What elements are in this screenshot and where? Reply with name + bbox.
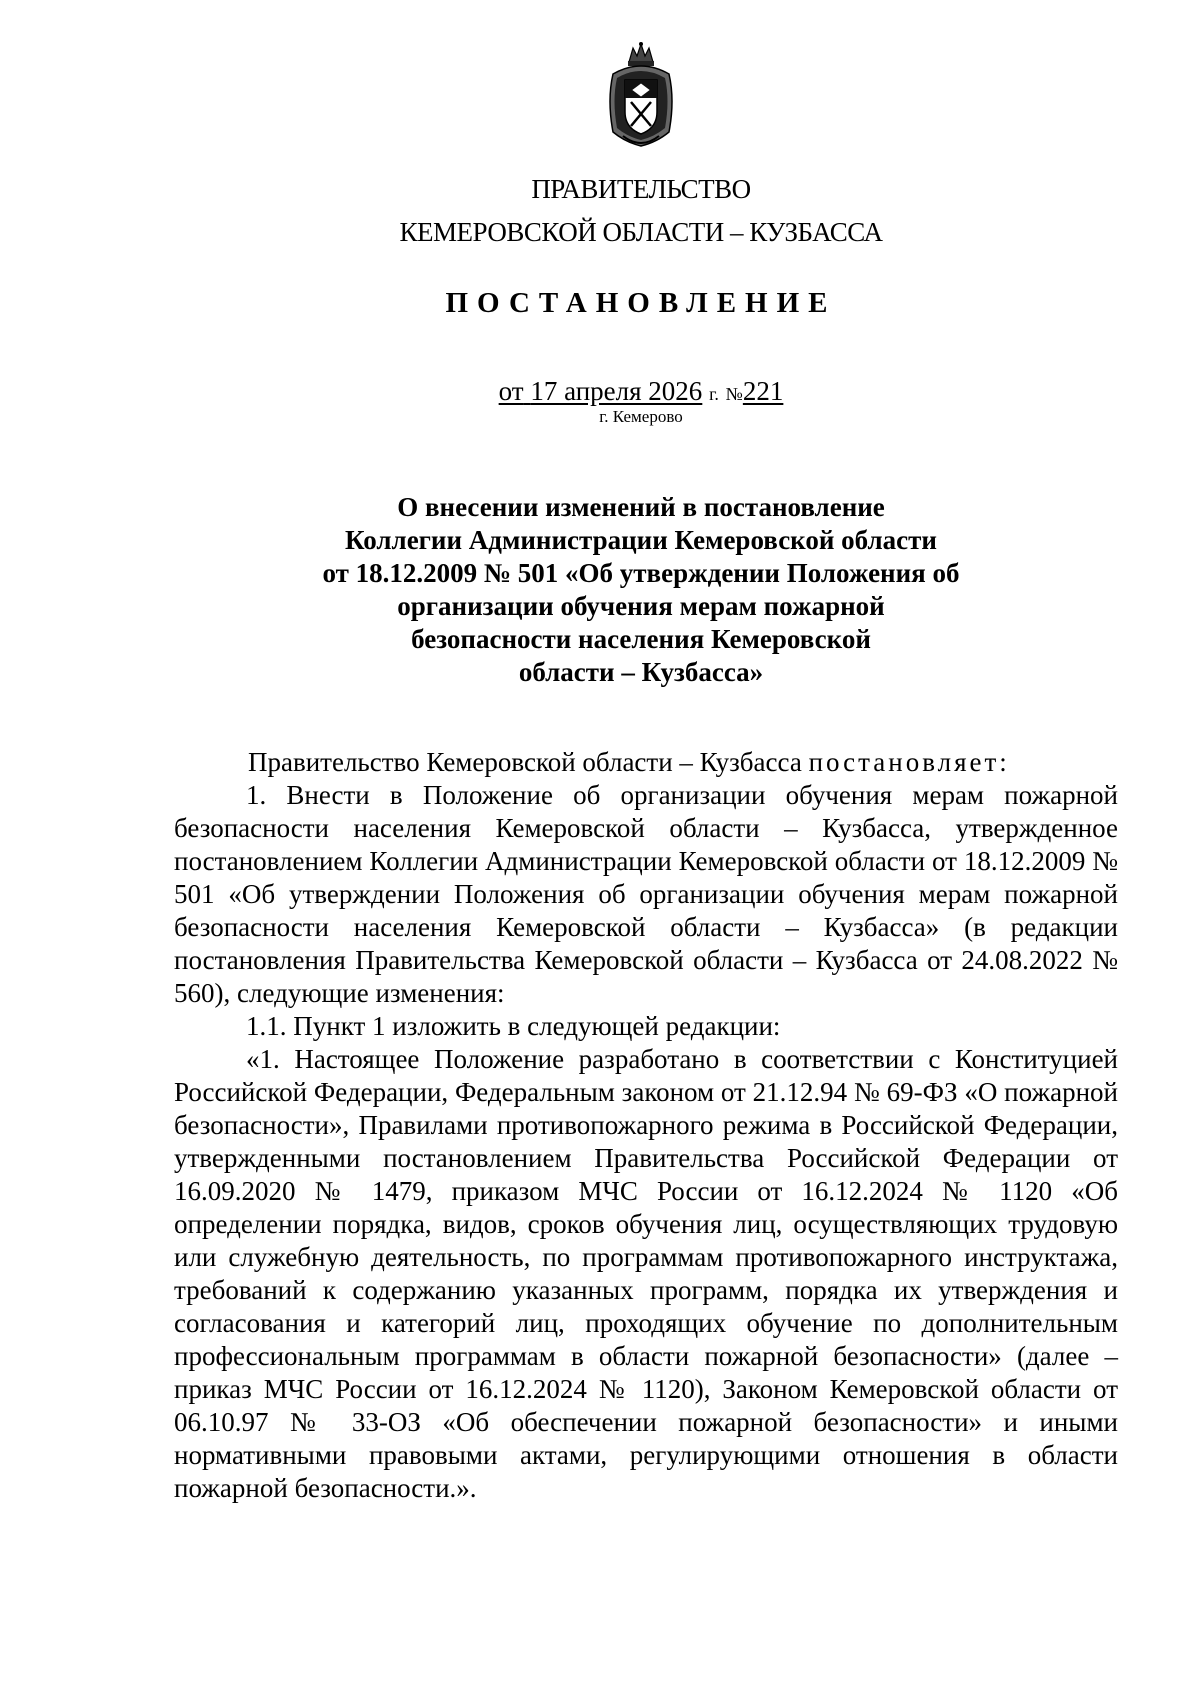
date-value: 17 апреля 2026 [530, 376, 703, 406]
coat-of-arms-icon [603, 40, 679, 152]
number-prefix: № [725, 384, 743, 404]
document-title [290, 491, 992, 689]
body-paragraph: 1. Внести в Положение об организации обучения мерам пожарной безопасности населения Кемеровской области – Кузбасса, утвержденное постановлением Коллегии Администрации Кемеровской области от 18.12.2009 № 501 «Об утверждении Положения об организации обучения мерам пожарной безопасности населения Кемеровской области – Кузбасса» (в редакции постановления Правительства Кемеровской области – Кузбасса от 24.08.2022 № 560), следующие изменения: [174, 780, 1118, 1008]
date-number-line [0, 376, 1200, 407]
title-line: от 18.12.2009 № 501 «Об утверждении Положения об [322, 558, 960, 588]
government-name-line-1: ПРАВИТЕЛЬСТВО [531, 174, 751, 204]
date-prefix: от [498, 376, 524, 406]
date-suffix: г. [709, 384, 719, 404]
government-name-line-2: КЕМЕРОВСКОЙ ОБЛАСТИ – КУЗБАССА [399, 217, 883, 247]
title-line: области – Кузбасса» [518, 657, 764, 687]
title-line: Коллегии Администрации Кемеровской области [345, 525, 937, 555]
title-line: организации обучения мерам пожарной [397, 591, 885, 621]
document-type-heading: ПОСТАНОВЛЕНИЕ [445, 287, 837, 319]
city-line: г. Кемерово [599, 407, 683, 426]
body-paragraph: «1. Настоящее Положение разработано в соответствии с Конституцией Российской Федерации, Федеральным законом от 21.12.94 № 69-ФЗ «О пожарной безопасности», Правилами противопожарного режима в Российской Федерации, утвержденными постановлением Правительства Российской Федерации от 16.09.2020 № 1479, приказом МЧС России от 16.12.2024 № 1120 «Об определении порядка, видов, сроков обучения лиц, осуществляющих трудовую или служебную деятельность, по программам противопожарного инструктажа, требований к содержанию указанных программ, порядка их утверждения и согласования и категорий лиц, проходящих обучение по дополнительным профессиональным программам в области пожарной безопасности» (далее – приказ МЧС России от 16.12.2024 № 1120), Законом Кемеровской области от 06.10.97 № 33-ОЗ «Об обеспечении пожарной безопасности» и иными нормативными правовыми актами, регулирующими отношения в области пожарной безопасности.». [174, 1044, 1118, 1503]
intro-verb: постановляет: [808, 747, 1010, 777]
intro-text: Правительство Кемеровской области – Кузбасса [248, 747, 802, 777]
number-value: 221 [742, 376, 784, 406]
title-line: безопасности населения Кемеровской [411, 624, 871, 654]
body-paragraph: 1.1. Пункт 1 изложить в следующей редакции: [246, 1011, 781, 1041]
intro-paragraph [174, 746, 1118, 779]
document-body [174, 746, 1118, 1505]
title-line: О внесении изменений в постановление [397, 492, 885, 522]
